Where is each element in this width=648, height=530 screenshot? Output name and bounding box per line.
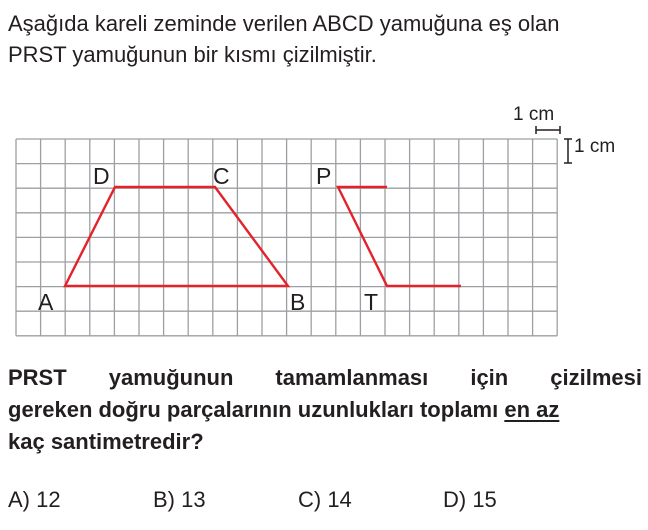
scale-indicator-horizontal <box>536 126 560 134</box>
question-line-2-text: gereken doğru parçalarının uzunlukları toplamı <box>8 397 505 422</box>
scale-indicator-vertical <box>564 139 572 163</box>
vertex-label-b: B <box>290 289 306 315</box>
option-c[interactable]: C) 14 <box>298 487 352 512</box>
scale-label-horizontal: 1 cm <box>513 104 555 125</box>
question-emphasis: en az <box>504 397 560 422</box>
trapezoid-prst-partial <box>338 187 461 286</box>
question-line-1: PRST yamuğunun tamamlanması için çizilmesi <box>8 365 642 390</box>
question-text <box>8 362 642 458</box>
intro-line-1: Aşağıda kareli zeminde verilen ABCD yamuğuna eş olan <box>8 11 560 36</box>
option-d[interactable]: D) 15 <box>443 487 497 512</box>
option-b[interactable]: B) 13 <box>153 487 206 512</box>
answer-options <box>0 487 648 519</box>
question-line-2 <box>8 397 559 422</box>
vertex-label-t: T <box>364 289 379 315</box>
question-line-3: kaç santimetredir? <box>8 429 204 454</box>
trapezoid-abcd <box>65 187 288 286</box>
vertex-label-a: A <box>38 289 54 315</box>
vertex-label-p: P <box>316 163 332 189</box>
vertex-label-d: D <box>93 163 110 189</box>
scale-label-vertical: 1 cm <box>574 136 616 157</box>
vertex-label-c: C <box>213 163 230 189</box>
intro-line-2: PRST yamuğunun bir kısmı çizilmiştir. <box>8 42 377 67</box>
option-a[interactable]: A) 12 <box>8 487 61 512</box>
